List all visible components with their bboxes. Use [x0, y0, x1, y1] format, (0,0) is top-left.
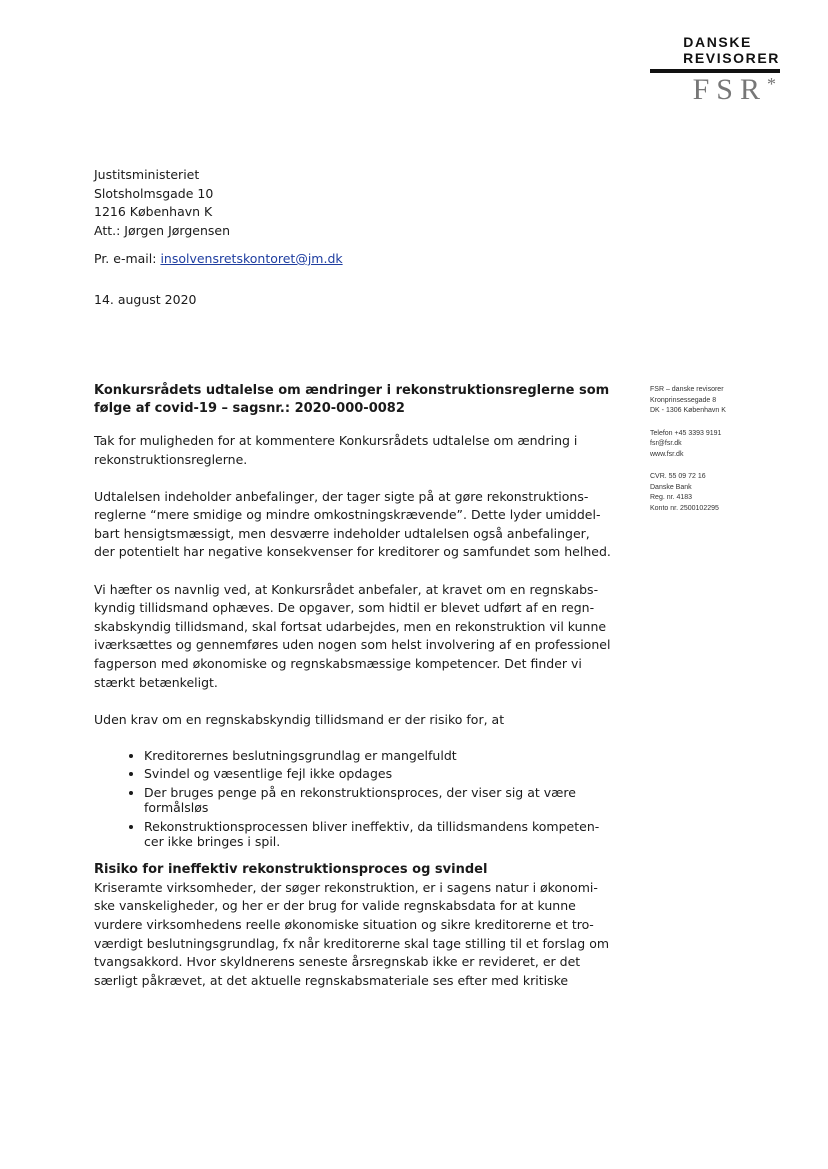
logo-mark-text: FSR	[692, 73, 767, 106]
sender-konto: Konto nr. 2500102295	[650, 504, 719, 512]
sender-city: DK - 1306 København K	[650, 407, 726, 414]
sender-bank-name: Danske Bank	[650, 483, 692, 491]
list-item: • Svindel og væsentlige fejl ikke opdages	[144, 766, 614, 782]
logo-line-revisorer: REVISORER	[683, 50, 780, 66]
logo-line-danske: DANSKE	[683, 34, 752, 50]
recipient-city: 1216 København K	[94, 204, 213, 219]
sender-street: Kronprinsessegade 8	[650, 396, 717, 404]
sender-contact	[650, 429, 726, 461]
sender-cvr: CVR. 55 09 72 16	[650, 473, 706, 480]
list-item: • Der bruges penge på en rekonstruktionsproces, der viser sig at være formålsløs	[144, 785, 614, 816]
risk-list	[94, 748, 614, 850]
sender-phone: Telefon +45 3393 9191	[650, 429, 722, 437]
letter-title: Konkursrådets udtalelse om ændringer i rekonstruktionsreglerne som følge af covid-19 – sagsnr.: 2020-000-0082	[94, 383, 610, 416]
list-item: • Rekonstruktionsprocessen bliver ineffektiv, da tillidsmandens kompetencer ikke bringes i spil.	[144, 819, 614, 850]
email-link[interactable]: insolvensretskontoret@jm.dk	[160, 251, 343, 266]
paragraph-3: Vi hæfter os navnlig ved, at Konkursrådet anbefaler, at kravet om en regnskabskyndig tillidsmand ophæves. De opgaver, som hidtil er blevet udført af en regnskabskyndig tillidsmand, skal fortsat udarbejdes, men en rekonstruktion vil kunne iværksættes og gennemføres uden nogen som helst involvering af en professionel fagperson med økonomiske og regnskabsmæssige kompetencer. Det finder vi stærkt betænkeligt.	[94, 581, 611, 690]
recipient-att: Att.: Jørgen Jørgensen	[94, 222, 230, 238]
recipient-street: Slotsholmsgade 10	[94, 185, 214, 201]
section-heading: Risiko for ineffektiv rekonstruktionsproces og svindel	[94, 861, 488, 877]
sender-address	[650, 385, 726, 417]
sender-reg: Reg. nr. 4183	[650, 494, 693, 501]
logo-star: *	[767, 74, 776, 94]
recipient-address	[94, 166, 230, 240]
sender-name: FSR – danske revisorer	[650, 386, 724, 393]
paragraph-5: Kriseramte virksomheder, der søger rekonstruktion, er i sagens natur i økonomiske vanskeligheder, og her er der brug for valide regnskabsdata for at kunne vurdere virksomhedens reelle økonomiske situation og sikre kreditorerne et troværdigt beslutningsgrundlag, fx når kreditorerne skal tage stilling til et forslag om tvangsakkord. Hvor skyldnerens seneste årsregnskab ikke er revideret, er det særligt påkrævet, at det aktuelle regnskabsmateriale ses efter med kritiske	[94, 879, 610, 988]
logo-mark	[693, 75, 776, 105]
email-line	[94, 251, 343, 266]
sender-info	[650, 385, 726, 526]
paragraph-2: Udtalelsen indeholder anbefalinger, der tager sigte på at gøre rekonstruktionsreglerne “mere smidige og mindre omkostningskrævende”. Dette lyder umiddelbart hensigtsmæssigt, men desværre indeholder udtalelsen også anbefalinger, der potentielt har negative konsekvenser for kreditorer og samfundet som helhed.	[94, 488, 611, 560]
recipient-name: Justitsministeriet	[94, 167, 200, 182]
list-item: • Kreditorernes beslutningsgrundlag er mangelfuldt	[144, 748, 614, 764]
letter-date: 14. august 2020	[94, 292, 197, 307]
paragraph-4: Uden krav om en regnskabskyndig tillidsmand er der risiko for, at	[94, 711, 505, 727]
letter-body	[94, 382, 614, 990]
sender-email: fsr@fsr.dk	[650, 440, 682, 447]
sender-web: www.fsr.dk	[650, 450, 684, 458]
paragraph-1: Tak for muligheden for at kommentere Konkursrådets udtalelse om ændring i rekonstruktionsreglerne.	[94, 433, 578, 467]
email-label: Pr. e-mail:	[94, 251, 161, 266]
sender-bank	[650, 472, 726, 514]
